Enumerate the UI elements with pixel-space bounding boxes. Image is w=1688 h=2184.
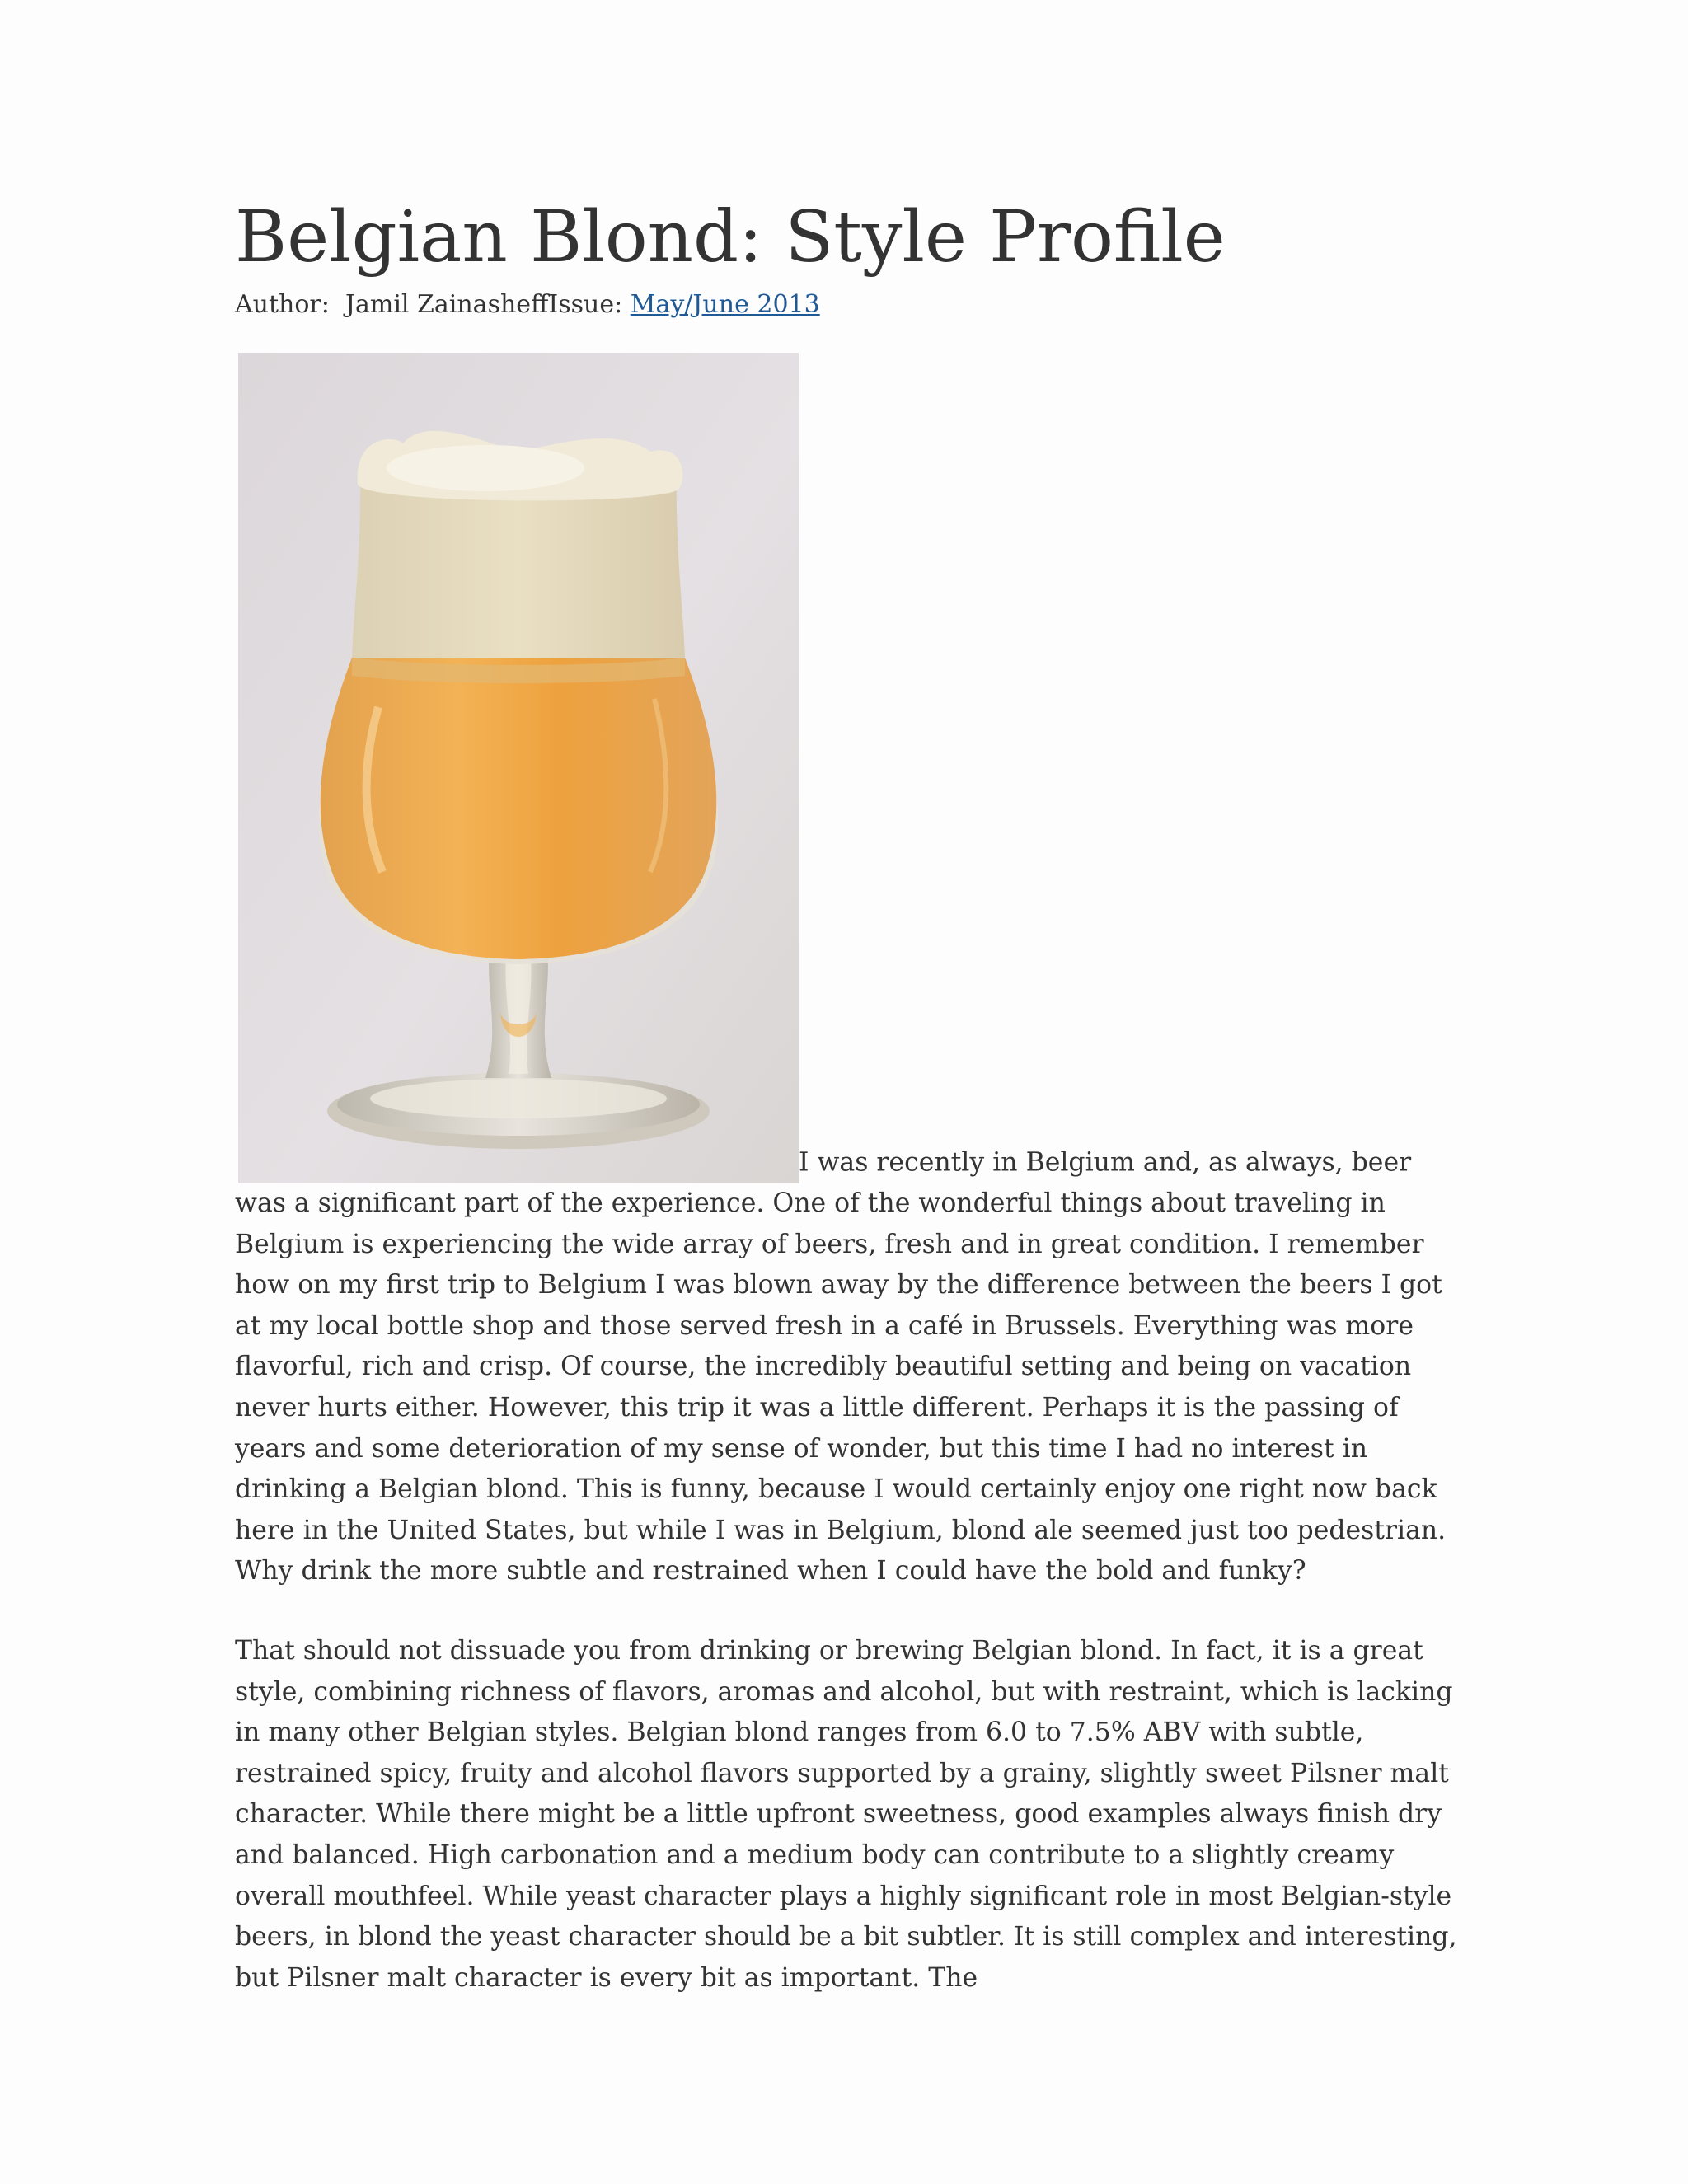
- author-label: Author:: [235, 290, 330, 319]
- article-meta: [235, 287, 1463, 323]
- article-paragraph-2: That should not dissuade you from drinking or brewing Belgian blond. In fact, it is a great style, combining richness of flavors, aromas and alcohol, but with restraint, which is lacking in many other Belgian styles. Belgian blond ranges from 6.0 to 7.5% ABV with subtle, restrained spicy, fruity and alcohol flavors supported by a grainy, slightly sweet Pilsner malt character. While there might be a little upfront sweetness, good examples always finish dry and balanced. High carbonation and a medium body can contribute to a slightly creamy overall mouthfeel. While yeast character plays a highly significant role in most Belgian-style beers, in blond the yeast character should be a bit subtler. It is still complex and interesting, but Pilsner malt character is every bit as important. The: [235, 1635, 1457, 1993]
- beer-glass-image: [238, 353, 799, 1183]
- article-paragraph-1-text: I was recently in Belgium and, as always, beer was a significant part of the experience. One of the wonderful things about traveling in Belgium is experiencing the wide array of beers, fresh and in great condition. I remember how on my first trip to Belgium I was blown away by the difference between the beers I got at my local bottle shop and those served fresh in a café in Brussels. Everything was more flavorful, rich and crisp. Of course, the incredibly beautiful setting and being on vacation never hurts either. However, this trip it was a little different. Perhaps it is the passing of years and some deterioration of my sense of wonder, but this time I had no interest in drinking a Belgian blond. This is funny, because I would certainly enjoy one right now back here in the United States, but while I was in Belgium, blond ale seemed just too pedestrian. Why drink the more subtle and restrained when I could have the bold and funky?: [235, 1147, 1447, 1586]
- article-title: Belgian Blond: Style Profile: [235, 196, 1226, 279]
- article-body: [235, 353, 1463, 1999]
- article-page: [235, 188, 1463, 2037]
- author-name: Jamil Zainasheff: [345, 290, 549, 319]
- issue-label: Issue:: [548, 290, 623, 319]
- issue-link[interactable]: May/June 2013: [630, 290, 820, 319]
- article-paragraph-1: [235, 353, 1463, 1592]
